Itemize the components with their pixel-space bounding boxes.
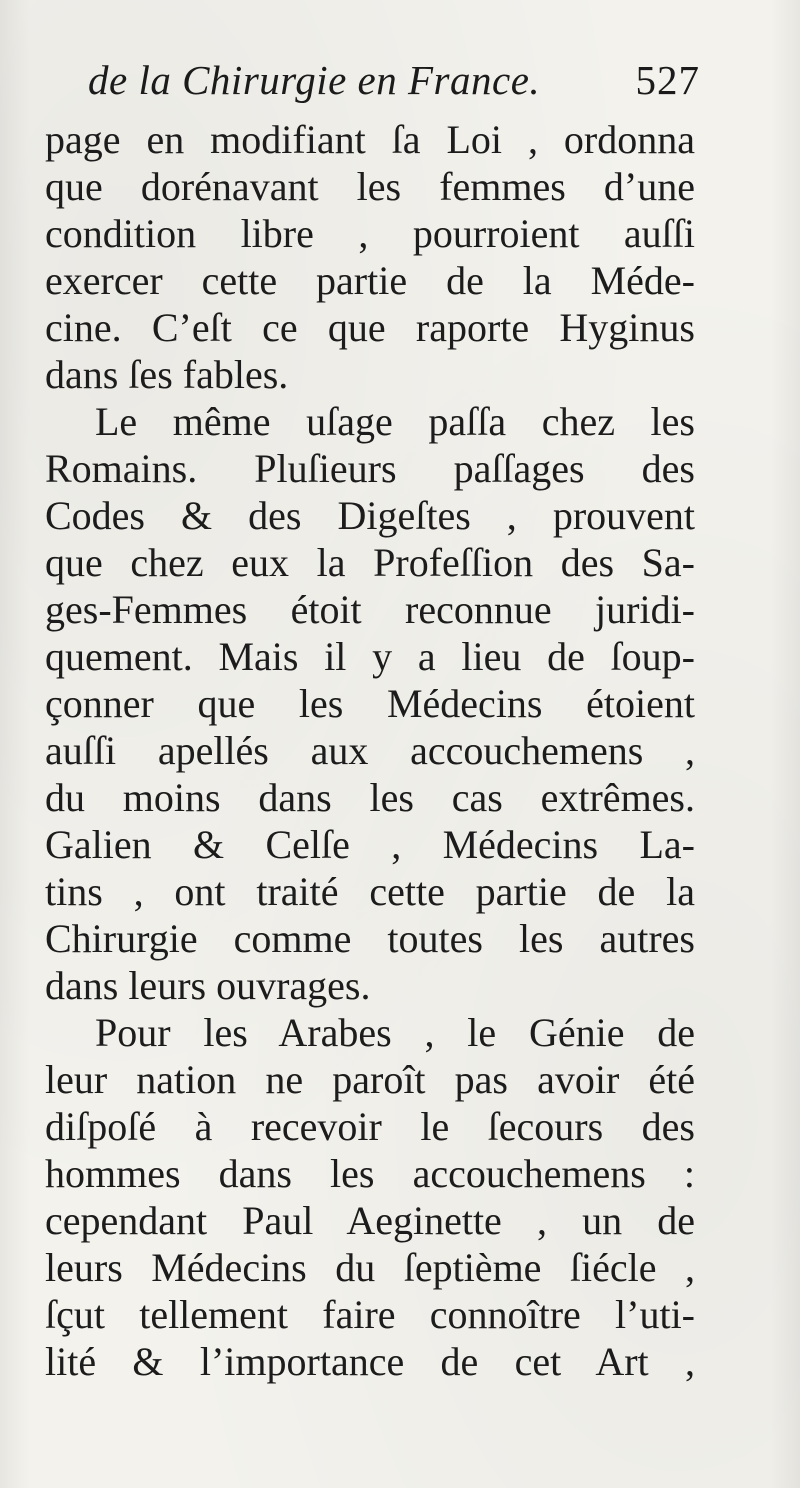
text-line: diſpoſé à recevoir le ſecours des (45, 1104, 695, 1149)
text-line: Galien & Celſe , Médecins La- (45, 822, 695, 867)
text-line: que dorénavant les femmes d’une (45, 164, 695, 209)
text-line: dans ſes fables. (45, 352, 289, 397)
text-line: que chez eux la Profeſſion des Sa- (45, 540, 695, 585)
text-line: leurs Médecins du ſeptième ſiécle , (45, 1245, 695, 1290)
text-line: ges-Femmes étoit reconnue juridi- (45, 587, 695, 632)
text-line: Chirurgie comme toutes les autres (45, 916, 695, 961)
page-header (88, 56, 700, 116)
text-line: page en modifiant ſa Loi , ordonna (45, 117, 695, 162)
text-line: dans leurs ouvrages. (45, 963, 371, 1008)
text-line: auſſi apellés aux accouchemens , (45, 728, 695, 773)
text-line: leur nation ne paroît pas avoir été (45, 1057, 695, 1102)
text-line: Le même uſage paſſa chez les (95, 399, 695, 444)
text-line: cependant Paul Aeginette , un de (45, 1198, 695, 1243)
text-line: tins , ont traité cette partie de la (45, 869, 695, 914)
text-line: ſçut tellement faire connoître l’uti- (45, 1292, 695, 1337)
text-line: lité & l’importance de cet Art , (45, 1339, 695, 1384)
text-line: quement. Mais il y a lieu de ſoup- (45, 634, 695, 679)
text-line: hommes dans les accouchemens : (45, 1151, 695, 1196)
body-text (45, 116, 695, 1385)
running-title: de la Chirurgie en France. (88, 57, 541, 103)
text-line: Romains. Pluſieurs paſſages des (45, 446, 695, 491)
text-line: exercer cette partie de la Méde- (45, 258, 695, 303)
text-line: cine. C’eſt ce que raporte Hyginus (45, 305, 695, 350)
text-line: Pour les Arabes , le Génie de (95, 1010, 695, 1055)
text-line: Codes & des Digeſtes , prouvent (45, 493, 695, 538)
page-number: 527 (635, 57, 700, 103)
text-line: du moins dans les cas extrêmes. (45, 775, 695, 820)
text-line: çonner que les Médecins étoient (45, 681, 695, 726)
text-line: condition libre , pourroient auſſi (45, 211, 695, 256)
